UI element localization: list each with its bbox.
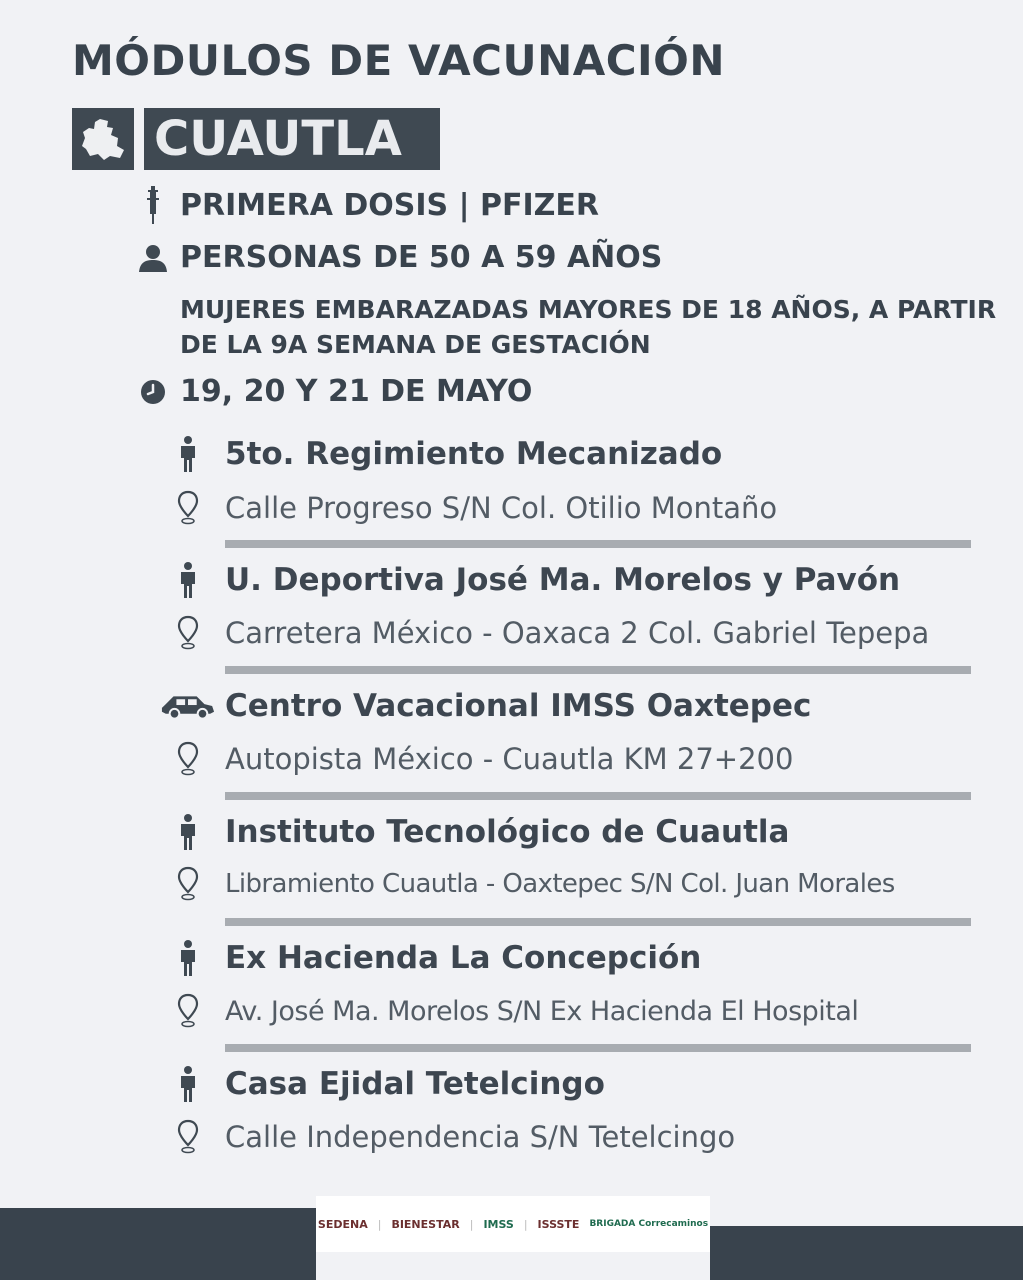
dose-text: PRIMERA DOSIS | PFIZER (180, 187, 599, 223)
walking-person-icon (160, 940, 216, 976)
issste-logo: ISSSTE (537, 1217, 580, 1231)
location-name-row (160, 1066, 605, 1102)
population-text: PERSONAS DE 50 A 59 AÑOS (180, 240, 663, 275)
location-name-row (160, 436, 722, 472)
location-address-row (160, 866, 895, 902)
location-name: Centro Vacacional IMSS Oaxtepec (225, 688, 812, 724)
page-title: MÓDULOS DE VACUNACIÓN (72, 36, 726, 85)
location-name-row (160, 940, 701, 976)
logo-separator: | (523, 1217, 528, 1231)
location-name-row (160, 814, 789, 850)
map-pin-icon (160, 1119, 216, 1155)
location-name: Casa Ejidal Tetelcingo (225, 1066, 605, 1102)
location-address: Calle Independencia S/N Tetelcingo (225, 1120, 736, 1154)
clock-icon (138, 379, 168, 405)
sedena-logo: SEDENA (317, 1217, 368, 1231)
region-map-box (72, 108, 134, 170)
syringe-icon (138, 186, 168, 224)
map-pin-icon (160, 615, 216, 651)
population-row (138, 240, 662, 275)
location-name-row (160, 562, 900, 598)
divider (225, 540, 971, 548)
walking-person-icon (160, 562, 216, 598)
location-address: Libramiento Cuautla - Oaxtepec S/N Col. Juan Morales (225, 869, 895, 899)
map-pin-icon (160, 993, 216, 1029)
map-pin-icon (160, 866, 216, 902)
location-address-row (160, 993, 858, 1029)
person-icon (138, 243, 168, 273)
walking-person-icon (160, 814, 216, 850)
location-address-row (160, 490, 777, 526)
imss-logo: IMSS (483, 1217, 514, 1231)
location-address-row (160, 615, 929, 651)
logo-separator: | (469, 1217, 474, 1231)
walking-person-icon (160, 1066, 216, 1102)
population-extra-text: MUJERES EMBARAZADAS MAYORES DE 18 AÑOS, A PARTIR DE LA 9A SEMANA DE GESTACIÓN (180, 295, 997, 359)
divider (225, 792, 971, 800)
logo-separator: | (377, 1217, 382, 1231)
footer-band-right (710, 1226, 1023, 1280)
divider (225, 666, 971, 674)
location-name: Instituto Tecnológico de Cuautla (225, 814, 790, 850)
location-name: 5to. Regimiento Mecanizado (225, 436, 723, 472)
map-pin-icon (160, 741, 216, 777)
divider (225, 918, 971, 926)
location-address: Carretera México - Oaxaca 2 Col. Gabriel Tepepa (225, 616, 930, 650)
dates-text: 19, 20 Y 21 DE MAYO (180, 374, 533, 409)
location-address-row (160, 741, 793, 777)
location-address: Autopista México - Cuautla KM 27+200 (225, 742, 794, 776)
location-name: U. Deportiva José Ma. Morelos y Pavón (225, 562, 901, 598)
map-pin-icon (160, 490, 216, 526)
region-label: CUAUTLA (144, 108, 440, 170)
walking-person-icon (160, 436, 216, 472)
divider (225, 1044, 971, 1052)
region-map-icon (80, 116, 126, 162)
dose-row (138, 186, 599, 224)
car-icon (160, 692, 216, 720)
correcaminos-logo: BRIGADA Correcaminos (589, 1219, 709, 1229)
location-name: Ex Hacienda La Concepción (225, 940, 702, 976)
location-address-row (160, 1119, 735, 1155)
bienestar-logo: BIENESTAR (391, 1217, 460, 1231)
dates-row (138, 374, 532, 409)
footer-band-left (0, 1208, 316, 1280)
footer-logos (316, 1196, 710, 1252)
location-address: Calle Progreso S/N Col. Otilio Montaño (225, 491, 778, 525)
location-address: Av. José Ma. Morelos S/N Ex Hacienda El Hospital (225, 995, 859, 1027)
location-name-row (160, 688, 811, 724)
